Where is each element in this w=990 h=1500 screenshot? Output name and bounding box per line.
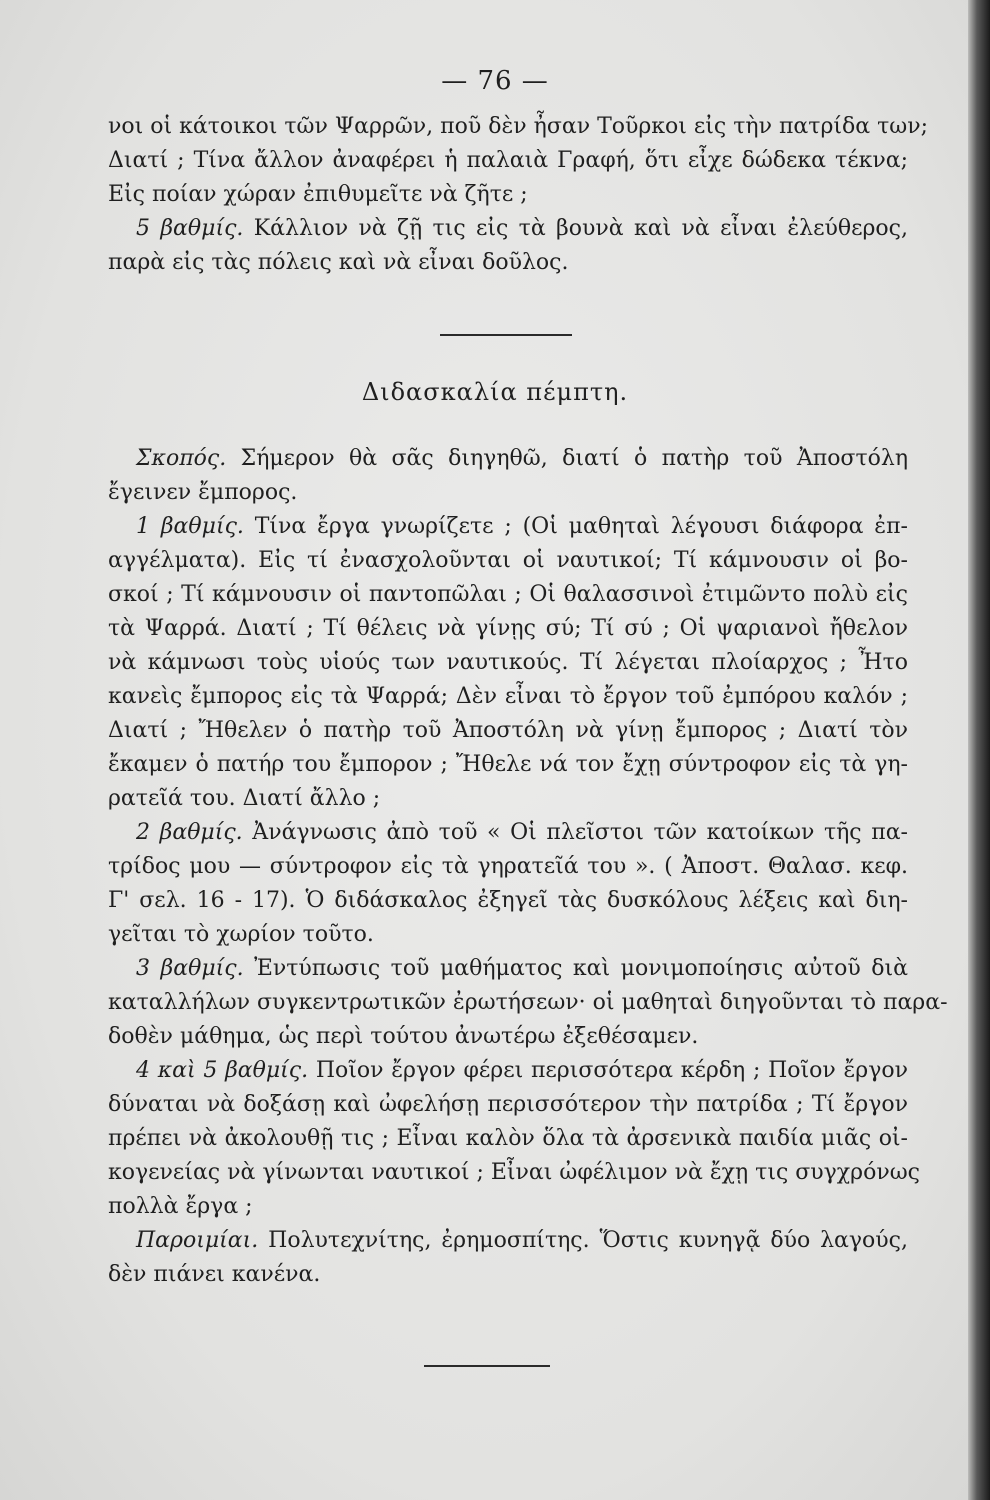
text-line: 3 βαθμίς. Ἐντύπωσις τοῦ μαθήματος καὶ μονιμοποίησις αὐτοῦ διὰ (136, 956, 908, 981)
text-line: κογενείας νὰ γίνωνται ναυτικοί ; Εἶναι ὠφέλιμον νὰ ἔχῃ τις συγχρόνως (108, 1160, 920, 1185)
end-divider (424, 1365, 550, 1367)
page-number: — 76 — (441, 66, 549, 96)
text-line: γεῖται τὸ χωρίον τοῦτο. (108, 922, 374, 947)
top-paragraph (108, 110, 929, 280)
text-line: ἔγεινεν ἔμπορος. (108, 480, 298, 505)
text-line: νὰ κάμνωσι τοὺς υἱούς των ναυτικούς. Τί λέγεται πλοίαρχος ; Ἦτο (108, 650, 908, 675)
step-label: 4 καὶ 5 βαθμίς. (136, 1058, 309, 1083)
step-label: Σκοπός. (136, 446, 227, 471)
text-line: δύναται νὰ δοξάσῃ καὶ ὠφελήσῃ περισσότερον τὴν πατρίδα ; Τί ἔργον (108, 1092, 908, 1117)
step-label: 3 βαθμίς. (136, 956, 244, 981)
text-line: αγγέλματα). Εἰς τί ἐνασχολοῦνται οἱ ναυτικοί; Τί κάμνουσιν οἱ βο- (108, 548, 908, 573)
text-line: Γ' σελ. 16 - 17). Ὁ διδάσκαλος ἐξηγεῖ τὰς δυσκόλους λέξεις καὶ διη- (108, 888, 908, 913)
text-line: 1 βαθμίς. Τίνα ἔργα γνωρίζετε ; (Οἱ μαθηταὶ λέγουσι διάφορα ἐπ- (136, 514, 908, 539)
text-line: Εἰς ποίαν χώραν ἐπιθυμεῖτε νὰ ζῆτε ; (108, 182, 528, 207)
text-line: ρατεῖά του. Διατί ἄλλο ; (108, 786, 381, 811)
text-line: δὲν πιάνει κανένα. (108, 1262, 321, 1287)
step-label: 5 βαθμίς. (136, 216, 244, 241)
text-line: πρέπει νὰ ἀκολουθῇ τις ; Εἶναι καλὸν ὅλα τὰ ἀρσενικὰ παιδία μιᾶς οἰ- (108, 1126, 908, 1151)
section-divider (440, 334, 572, 336)
step-label: 1 βαθμίς. (136, 514, 244, 539)
step-label: 2 βαθμίς. (136, 820, 243, 845)
text-line: κανεὶς ἔμπορος εἰς τὰ Ψαρρά; Δὲν εἶναι τὸ ἔργον τοῦ ἐμπόρου καλόν ; (108, 684, 908, 709)
text-line: 5 βαθμίς. Κάλλιον νὰ ζῇ τις εἰς τὰ βουνὰ καὶ νὰ εἶναι ἐλεύθερος, (136, 216, 908, 241)
text-line: δοθὲν μάθημα, ὡς περὶ τούτου ἀνωτέρω ἐξεθέσαμεν. (108, 1024, 699, 1049)
step-label: Παροιμίαι. (136, 1228, 259, 1253)
text-line: νοι οἱ κάτοικοι τῶν Ψαρρῶν, ποῦ δὲν ἦσαν Τοῦρκοι εἰς τὴν πατρίδα των; (108, 114, 929, 139)
text-line: πολλὰ ἔργα ; (108, 1194, 253, 1219)
text-line: τὰ Ψαρρά. Διατί ; Τί θέλεις νὰ γίνῃς σύ; Τί σύ ; Οἱ ψαριανοὶ ἤθελον (108, 616, 908, 641)
text-line: Σκοπός. Σήμερον θὰ σᾶς διηγηθῶ, διατί ὁ πατὴρ τοῦ Ἀποστόλη (136, 446, 908, 471)
text-line: 4 καὶ 5 βαθμίς. Ποῖον ἔργον φέρει περισσότερα κέρδη ; Ποῖον ἔργον (136, 1058, 908, 1083)
text-line: παρὰ εἰς τὰς πόλεις καὶ νὰ εἶναι δοῦλος. (108, 250, 569, 275)
text-line: τρίδος μου — σύντροφον εἰς τὰ γηρατεῖά του ». ( Ἀποστ. Θαλασ. κεφ. (108, 854, 908, 879)
text-line: Διατί ; Ἤθελεν ὁ πατὴρ τοῦ Ἀποστόλη νὰ γίνῃ ἔμπορος ; Διατί τὸν (108, 718, 908, 743)
text-line: Διατί ; Τίνα ἄλλον ἀναφέρει ἡ παλαιὰ Γραφή, ὅτι εἶχε δώδεκα τέκνα; (108, 148, 908, 173)
text-line: καταλλήλων συγκεντρωτικῶν ἐρωτήσεων· οἱ μαθηταὶ διηγοῦνται τὸ παρα- (108, 990, 948, 1015)
text-line: 2 βαθμίς. Ἀνάγνωσις ἀπὸ τοῦ « Οἱ πλεῖστοι τῶν κατοίκων τῆς πα- (136, 820, 908, 845)
section-heading: Διδασκαλία πέμπτη. (361, 378, 629, 406)
text-line: Παροιμίαι. Πολυτεχνίτης, ἐρημοσπίτης. Ὅστις κυνηγᾷ δύο λαγούς, (136, 1228, 908, 1253)
book-binding-edge (968, 0, 990, 1500)
text-line: σκοί ; Τί κάμνουσιν οἱ παντοπῶλαι ; Οἱ θαλασσινοὶ ἐτιμῶντο πολὺ εἰς (108, 582, 908, 607)
text-line: ἔκαμεν ὁ πατήρ του ἔμπορον ; Ἤθελε νά τον ἔχῃ σύντροφον εἰς τὰ γη- (108, 752, 908, 777)
lesson-body (108, 442, 948, 1292)
